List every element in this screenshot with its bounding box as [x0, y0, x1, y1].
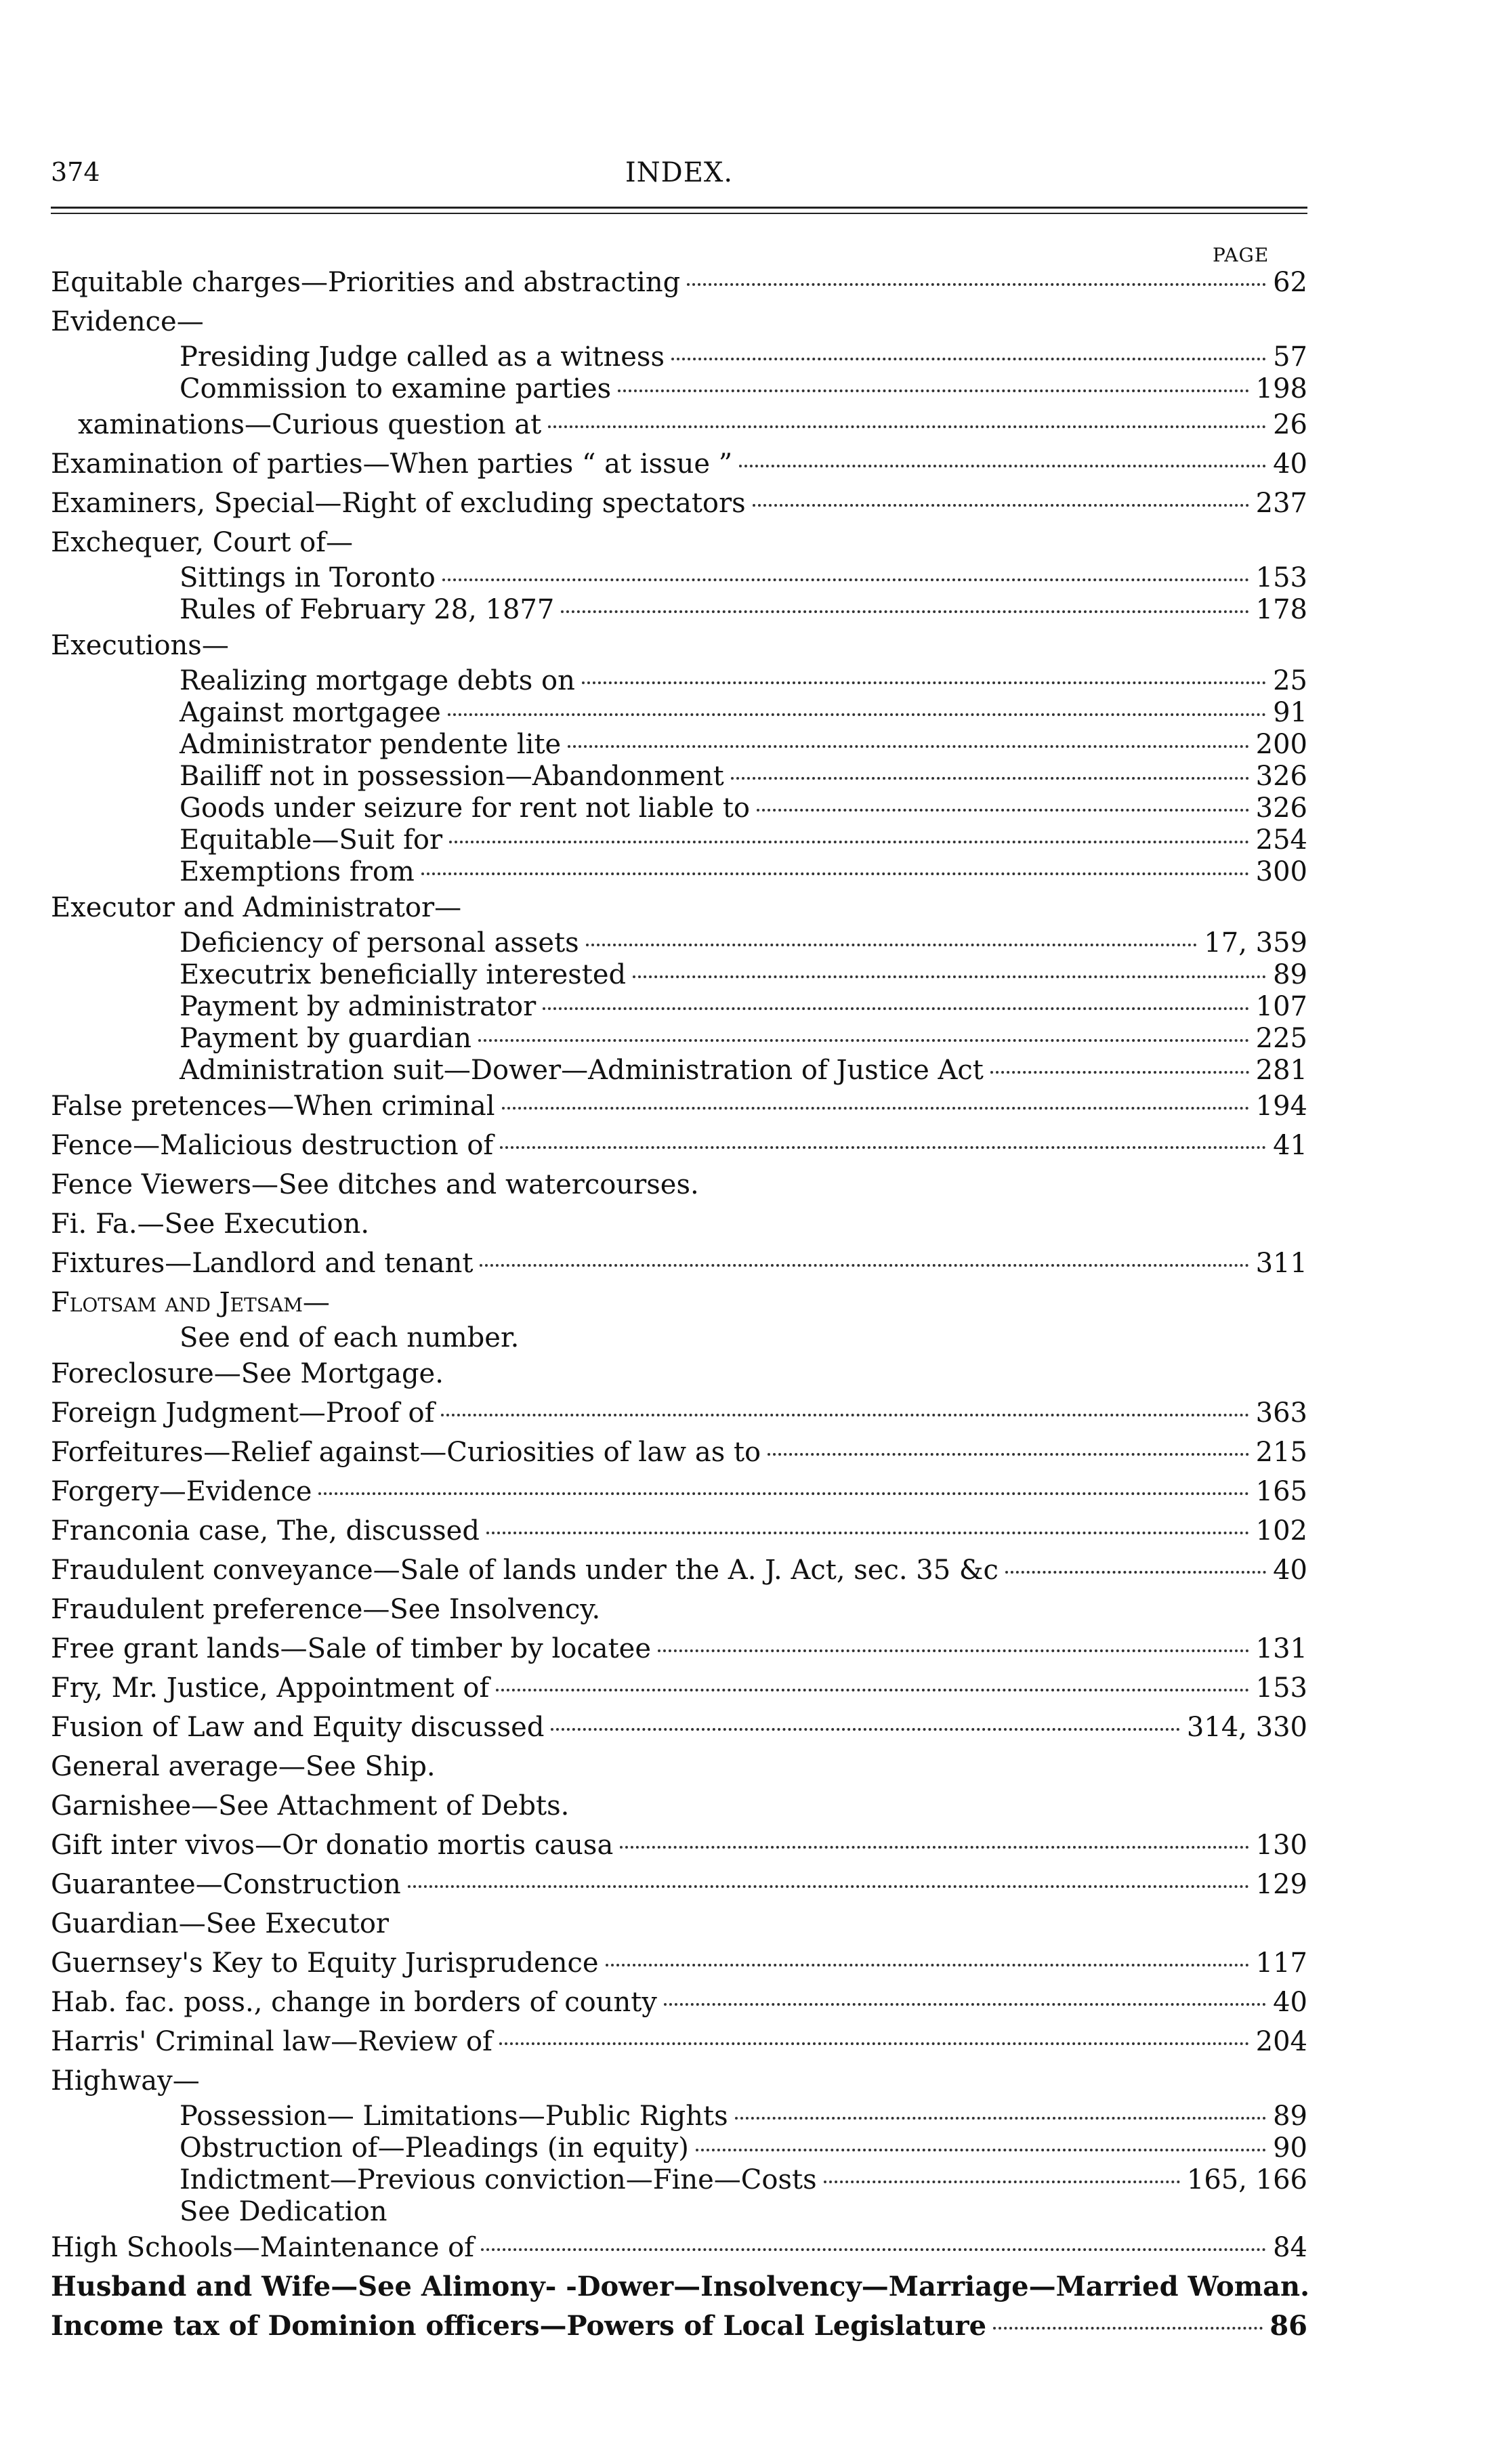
entry-page: 86: [1269, 2310, 1307, 2342]
entry-text: Sittings in Toronto: [180, 562, 436, 593]
entry-page: 200: [1255, 729, 1307, 760]
entry-page: 57: [1273, 341, 1307, 373]
leader-dots: [620, 1846, 1248, 1849]
leader-dots: [633, 975, 1266, 978]
index-entry: [51, 1165, 1307, 1204]
index-entry: [51, 1204, 1307, 1244]
leader-dots: [551, 1728, 1179, 1731]
index-entry: [51, 1786, 1307, 1826]
entry-page: 89: [1273, 2101, 1307, 2132]
leader-dots: [735, 2117, 1266, 2120]
entry-page: 102: [1255, 1515, 1307, 1546]
leader-dots: [618, 390, 1248, 392]
entry-page: 153: [1255, 1672, 1307, 1704]
entry-text: Executor and Administrator—: [51, 892, 462, 923]
leader-dots: [582, 681, 1266, 684]
index-entry: [51, 888, 1307, 927]
index-entry: [51, 1865, 1307, 1904]
entry-text: Exemptions from: [180, 856, 415, 887]
index-entry: [51, 2267, 1310, 2307]
entry-text: xaminations—Curious question at: [78, 409, 542, 440]
leader-dots: [739, 465, 1266, 467]
leader-dots: [606, 1964, 1249, 1966]
entry-text: Foreign Judgment—Proof of: [51, 1397, 435, 1429]
leader-dots: [548, 425, 1266, 428]
entry-text: See Dedication: [180, 2196, 387, 2227]
entry-text: Forgery—Evidence: [51, 1476, 312, 1507]
entry-text: Goods under seizure for rent not liable to: [180, 793, 751, 824]
entry-text: Bailiff not in possession—Abandonment: [180, 761, 724, 792]
index-entry: [51, 1354, 1307, 1393]
entry-page: 17, 359: [1204, 927, 1307, 959]
entry-page: 363: [1255, 1397, 1307, 1429]
entry-text: Harris' Criminal law—Review of: [51, 2026, 492, 2057]
entry-page: 91: [1273, 697, 1307, 728]
index-entry: [51, 1668, 1307, 1708]
entry-text: Equitable—Suit for: [180, 824, 443, 856]
entry-page: 25: [1273, 665, 1307, 696]
entry-text: Franconia case, The, discussed: [51, 1515, 480, 1546]
entry-page: 326: [1255, 761, 1307, 792]
page-column-label: PAGE: [1213, 244, 1269, 266]
leader-dots: [990, 1071, 1249, 1074]
entry-page: 314, 330: [1186, 1712, 1307, 1743]
index-subentry: [51, 991, 1307, 1023]
leader-dots: [480, 1264, 1248, 1267]
entry-text: Flotsam and Jetsam—: [51, 1287, 330, 1318]
leader-dots: [568, 745, 1248, 748]
entry-text: Free grant lands—Sale of timber by locatee: [51, 1633, 651, 1664]
entry-text: Commission to examine parties: [180, 373, 612, 404]
index-subentry: [51, 2101, 1307, 2132]
index-subentry: [51, 761, 1307, 793]
index-entry: [51, 1747, 1307, 1786]
index-subentry: [51, 665, 1307, 697]
entry-page: 165, 166: [1186, 2164, 1307, 2195]
entry-text: Foreclosure—See Mortgage.: [51, 1358, 444, 1389]
index-subentry: [51, 2196, 1307, 2228]
index-entry: [51, 263, 1307, 302]
entry-text: Fence Viewers—See ditches and watercourses.: [51, 1169, 699, 1200]
index-subentry: [51, 594, 1307, 626]
index-entry: [51, 1472, 1307, 1511]
entry-page: 107: [1255, 991, 1307, 1022]
entry-text: Obstruction of—Pleadings (in equity): [180, 2132, 689, 2164]
index-entry: [51, 405, 1307, 444]
entry-text: Examination of parties—When parties “ at issue ”: [51, 448, 733, 480]
entry-page: 165: [1255, 1476, 1307, 1507]
leader-dots: [441, 1414, 1248, 1416]
leader-dots: [448, 713, 1266, 716]
entry-text: Hab. fac. poss., change in borders of county: [51, 1987, 657, 2018]
entry-text: Guardian—See Executor: [51, 1908, 390, 1939]
index-subentry: [51, 2164, 1307, 2196]
index-entry: [51, 2228, 1307, 2267]
page-header: [51, 157, 1307, 198]
entry-text: Gift inter vivos—Or donatio mortis causa: [51, 1830, 614, 1861]
entry-page: 311: [1255, 1248, 1307, 1279]
entry-text: Forfeitures—Relief against—Curiosities of law as to: [51, 1437, 761, 1468]
leader-dots: [421, 872, 1249, 875]
running-head: INDEX.: [625, 157, 734, 188]
index-entry: [51, 2061, 1307, 2101]
entry-text: Presiding Judge called as a witness: [180, 341, 665, 373]
entry-page: 225: [1255, 1023, 1307, 1054]
entry-page: 178: [1255, 594, 1307, 625]
entry-text: Examiners, Special—Right of excluding spectators: [51, 488, 746, 519]
entry-page: 254: [1255, 824, 1307, 856]
index-entry: [51, 2022, 1307, 2061]
index-subentry: [51, 927, 1307, 959]
index-entry: [51, 1551, 1307, 1590]
entry-text: Fence—Malicious destruction of: [51, 1130, 494, 1161]
leader-dots: [478, 1039, 1249, 1042]
index-entry: [51, 1904, 1307, 1943]
entry-page: 90: [1273, 2132, 1307, 2164]
entry-text: Income tax of Dominion officers—Powers of Local Legislature: [51, 2310, 987, 2342]
page-number: 374: [51, 157, 100, 187]
entry-page: 41: [1273, 1130, 1307, 1161]
entry-page: 281: [1255, 1055, 1307, 1086]
leader-dots: [500, 1146, 1266, 1149]
index-entries: [51, 263, 1310, 2346]
leader-dots: [696, 2149, 1266, 2151]
leader-dots: [731, 777, 1249, 780]
index-subentry: [51, 697, 1307, 729]
entry-text: Guarantee—Construction: [51, 1869, 401, 1900]
entry-text: Against mortgagee: [180, 697, 441, 728]
entry-text: Husband and Wife—See Alimony- -Dower—Insolvency—Marriage—Married Woman.: [51, 2271, 1310, 2302]
entry-text: Fusion of Law and Equity discussed: [51, 1712, 545, 1743]
entry-page: 131: [1255, 1633, 1307, 1664]
entry-text: Administration suit—Dower—Administration of Justice Act: [180, 1055, 984, 1086]
entry-text: False pretences—When criminal: [51, 1091, 495, 1122]
leader-dots: [481, 2248, 1266, 2251]
entry-text: Exchequer, Court of—: [51, 527, 354, 558]
entry-page: 153: [1255, 562, 1307, 593]
leader-dots: [442, 578, 1249, 581]
leader-dots: [496, 1689, 1248, 1691]
leader-dots: [502, 1107, 1249, 1110]
entry-text: Payment by administrator: [180, 991, 537, 1022]
index-entry: [51, 484, 1307, 523]
index-entry: [51, 1244, 1307, 1283]
entry-page: 26: [1273, 409, 1307, 440]
leader-dots: [543, 1007, 1248, 1010]
index-subentry: [51, 729, 1307, 761]
leader-dots: [449, 841, 1249, 843]
entry-text: General average—See Ship.: [51, 1751, 436, 1782]
index-entry: [51, 1943, 1307, 1983]
entry-text: Highway—: [51, 2065, 200, 2097]
leader-dots: [1005, 1571, 1266, 1574]
index-entry: [51, 1629, 1307, 1668]
entry-text: Possession— Limitations—Public Rights: [180, 2101, 728, 2132]
index-entry: [51, 1826, 1307, 1865]
entry-page: 117: [1255, 1948, 1307, 1979]
leader-dots: [664, 2003, 1266, 2006]
leader-dots: [824, 2181, 1180, 2183]
index-entry: [51, 1283, 1307, 1322]
entry-page: 300: [1255, 856, 1307, 887]
index-entry: [51, 1393, 1307, 1433]
leader-dots: [671, 358, 1266, 360]
entry-text: Executions—: [51, 630, 229, 661]
entry-page: 194: [1255, 1091, 1307, 1122]
index-entry: [51, 1708, 1307, 1747]
entry-page: 129: [1255, 1869, 1307, 1900]
index-subentry: [51, 1055, 1307, 1087]
entry-text: Deficiency of personal assets: [180, 927, 579, 959]
leader-dots: [586, 944, 1198, 946]
index-entry: [51, 1590, 1307, 1629]
entry-text: High Schools—Maintenance of: [51, 2232, 474, 2263]
index-entry: [51, 2307, 1307, 2346]
index-entry: [51, 1433, 1307, 1472]
index-entry: [51, 1126, 1307, 1165]
entry-text: Executrix beneficially interested: [180, 959, 627, 990]
index-subentry: [51, 1023, 1307, 1055]
leader-dots: [486, 1532, 1249, 1534]
entry-text: Payment by guardian: [180, 1023, 471, 1054]
entry-text: Rules of February 28, 1877: [180, 594, 555, 625]
entry-page: 204: [1255, 2026, 1307, 2057]
entry-page: 215: [1255, 1437, 1307, 1468]
entry-page: 237: [1255, 488, 1307, 519]
entry-page: 89: [1273, 959, 1307, 990]
leader-dots: [499, 2042, 1249, 2045]
leader-dots: [757, 809, 1249, 812]
index-subentry: [51, 856, 1307, 888]
index-subentry: [51, 824, 1307, 856]
leader-dots: [687, 283, 1266, 286]
entry-page: 198: [1255, 373, 1307, 404]
index-entry: [51, 1087, 1307, 1126]
entry-text: See end of each number.: [180, 1322, 520, 1353]
index-entry: [51, 1511, 1307, 1551]
entry-page: 40: [1273, 1987, 1307, 2018]
entry-text: Fraudulent conveyance—Sale of lands under the A. J. Act, sec. 35 &c: [51, 1555, 999, 1586]
entry-page: 40: [1273, 1555, 1307, 1586]
index-subentry: [51, 959, 1307, 991]
leader-dots: [318, 1492, 1248, 1495]
index-subentry: [51, 562, 1307, 594]
entry-text: Indictment—Previous conviction—Fine—Costs: [180, 2164, 817, 2195]
leader-dots: [561, 610, 1248, 613]
index-entry: [51, 626, 1307, 665]
entry-text: Fraudulent preference—See Insolvency.: [51, 1594, 601, 1625]
index-subentry: [51, 2132, 1307, 2164]
index-subentry: [51, 341, 1307, 373]
entry-page: 130: [1255, 1830, 1307, 1861]
entry-text: Fi. Fa.—See Execution.: [51, 1208, 370, 1240]
leader-dots: [408, 1885, 1249, 1888]
entry-text: Realizing mortgage debts on: [180, 665, 575, 696]
leader-dots: [993, 2327, 1263, 2330]
index-subentry: [51, 793, 1307, 824]
index-entry: [51, 444, 1307, 484]
entry-text: Equitable charges—Priorities and abstracting: [51, 267, 681, 298]
header-rule-double: [51, 213, 1307, 214]
index-subentry: [51, 373, 1307, 405]
entry-page: 40: [1273, 448, 1307, 480]
leader-dots: [753, 504, 1249, 507]
header-rule: [51, 207, 1307, 209]
entry-text: Fixtures—Landlord and tenant: [51, 1248, 474, 1279]
entry-page: 62: [1273, 267, 1307, 298]
index-entry: [51, 1983, 1307, 2022]
entry-text: Guernsey's Key to Equity Jurisprudence: [51, 1948, 599, 1979]
entry-page: 326: [1255, 793, 1307, 824]
entry-text: Garnishee—See Attachment of Debts.: [51, 1790, 570, 1822]
entry-text: Evidence—: [51, 306, 204, 337]
entry-page: 84: [1273, 2232, 1307, 2263]
index-subentry: [51, 1322, 1307, 1354]
leader-dots: [768, 1453, 1249, 1456]
entry-text: Administrator pendente lite: [180, 729, 562, 760]
index-entry: [51, 302, 1307, 341]
leader-dots: [658, 1649, 1249, 1652]
entry-text: Fry, Mr. Justice, Appointment of: [51, 1672, 490, 1704]
index-entry: [51, 523, 1307, 562]
